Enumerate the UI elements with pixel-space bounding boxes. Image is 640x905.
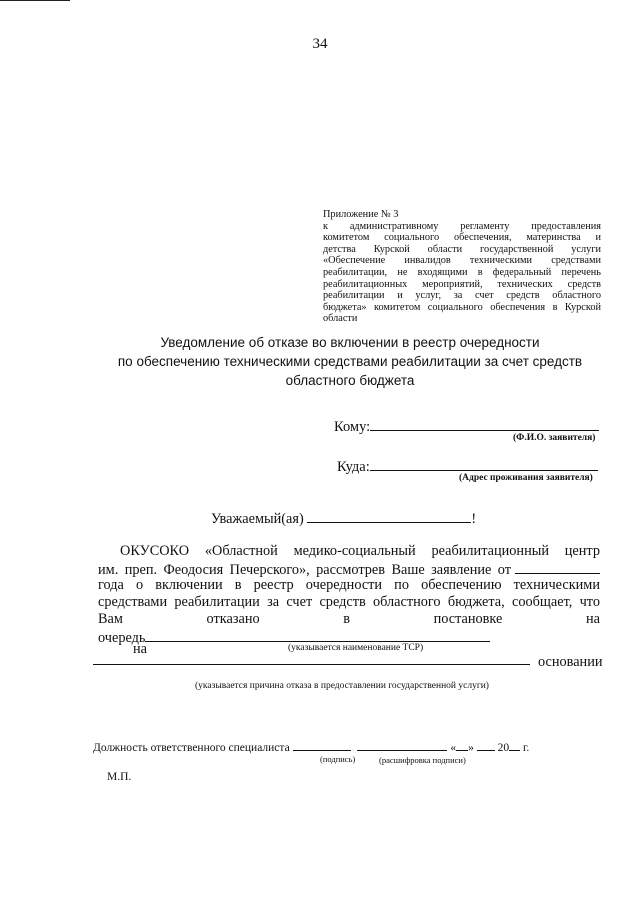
- document-title: [100, 333, 600, 390]
- to-caption: (Ф.И.О. заявителя): [513, 433, 596, 443]
- body-word: постановке: [433, 611, 503, 627]
- reason-caption: (указывается причина отказа в предоставлении государственной услуги): [195, 681, 489, 691]
- to-field[interactable]: [370, 416, 599, 431]
- where-label: Куда:: [337, 459, 370, 475]
- decoding-caption: (расшифровка подписи): [379, 755, 466, 765]
- title-line-1: Уведомление об отказе во включении в реестр очередности: [160, 335, 540, 350]
- day-field[interactable]: [456, 739, 468, 751]
- signature-caption: (подпись): [320, 754, 356, 764]
- year-suffix: г.: [522, 742, 530, 754]
- tsr-caption: (указывается наименование ТСР): [288, 643, 424, 653]
- appendix-note: [323, 209, 601, 325]
- date-close: »: [468, 742, 474, 754]
- appendix-line: «Обеспечение инвалидов техническими средствами: [323, 255, 601, 267]
- appendix-heading: Приложение № 3: [323, 209, 399, 220]
- signature-row: [93, 739, 529, 754]
- date-open: «: [450, 742, 457, 754]
- month-field[interactable]: [477, 739, 495, 751]
- body-word: Вам: [98, 611, 123, 627]
- appendix-line: реабилитации, не входящими в федеральный перечень: [323, 266, 601, 278]
- appendix-line: детства Курской области государственной услуги: [323, 243, 601, 255]
- decoding-field[interactable]: [357, 739, 447, 751]
- appendix-line: реабилитационных мероприятий, технических средств: [323, 278, 601, 290]
- body-line-4: средствами реабилитации за счет средств областного бюджета, сообщает, что: [98, 594, 600, 610]
- page-number: 34: [312, 36, 328, 52]
- greeting-name-field[interactable]: [307, 508, 471, 523]
- body-word: отказано: [206, 611, 260, 627]
- body-line-7-end: основании: [538, 654, 603, 670]
- tsr-name-field[interactable]: [145, 628, 490, 642]
- year-field[interactable]: [509, 739, 520, 751]
- reason-field[interactable]: [93, 664, 530, 665]
- application-date-field[interactable]: [515, 560, 600, 574]
- signature-field[interactable]: [293, 739, 351, 751]
- body-word: на: [585, 611, 600, 627]
- greeting-row: [211, 508, 476, 528]
- greeting-end: !: [471, 511, 477, 527]
- body-line-1: ОКУСОКО «Областной медико-социальный реабилитационный центр: [120, 543, 600, 559]
- year-prefix: 20: [497, 742, 510, 754]
- appendix-line: бюджета» комитетом социального обеспечения в Курской: [323, 301, 601, 313]
- greeting-text: Уважаемый(ая): [211, 511, 304, 527]
- title-line-2: по обеспечению техническими средствами реабилитации за счет средств: [117, 354, 583, 369]
- appendix-line-last: области: [323, 313, 358, 325]
- where-caption: (Адрес проживания заявителя): [459, 473, 593, 483]
- appendix-line: реабилитации и услуг, за счет средств областного: [323, 290, 601, 302]
- appendix-line: комитетом социального обеспечения, материнства и: [323, 232, 601, 244]
- title-line-3: областного бюджета: [285, 373, 415, 388]
- seal-mark: М.П.: [107, 771, 132, 783]
- body-line-3: года о включении в реестр очередности по обеспечению техническими: [98, 577, 600, 593]
- body-line-5: [98, 611, 600, 628]
- body-line-7-start: на: [133, 641, 147, 657]
- top-rule: [0, 0, 70, 1]
- to-label: Кому:: [334, 419, 371, 435]
- position-label: Должность ответственного специалиста: [93, 742, 290, 754]
- where-field[interactable]: [370, 456, 598, 471]
- queue-text: очередь: [98, 630, 146, 646]
- body-line-2-text: им. преп. Феодосия Печерского», рассмотрев Ваше заявление от: [98, 562, 511, 578]
- body-word: в: [343, 611, 350, 627]
- appendix-line: к административному регламенту предоставления: [323, 220, 601, 232]
